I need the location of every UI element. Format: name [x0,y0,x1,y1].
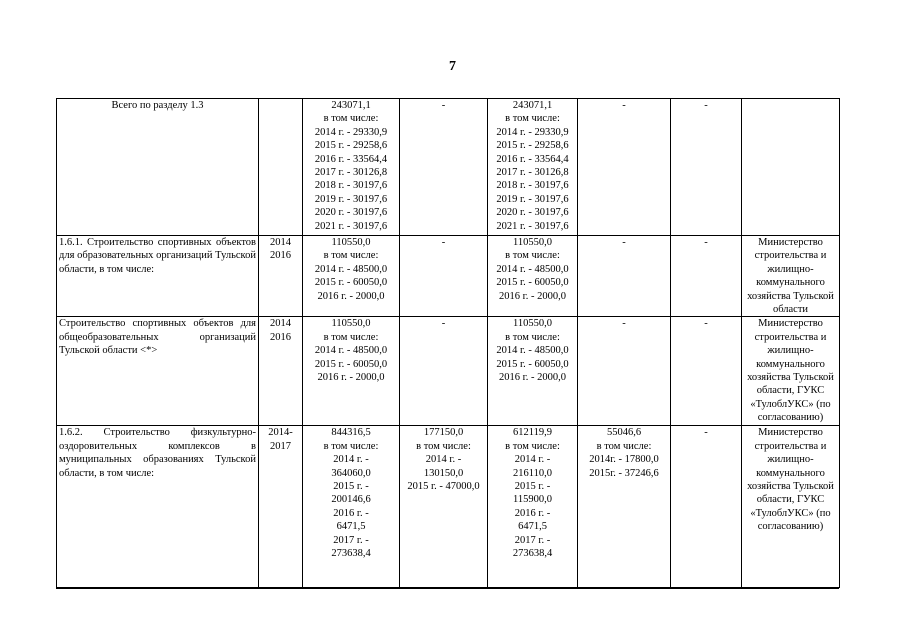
cell-line: 612119,9 [513,427,552,439]
cell-line: 2014 г. - [425,454,462,466]
cell-line: 110550,0 [331,318,371,330]
row-col-federal [400,236,488,317]
cell-line: 2014 г. - 48500,0 [496,263,569,275]
cell-line: - [441,318,446,330]
row-col-extra [671,317,742,426]
cell-line: 2015 г. - 60050,0 [496,358,569,370]
cell-line: в том числе: [505,250,560,262]
table-row [57,317,840,426]
cell-line: 6471,5 [336,521,366,533]
cell-line: 2015 г. - 47000,0 [407,481,480,493]
cell-line: 2020 г. - 30197,6 [314,207,388,219]
cell-line: Министерство строительства и жилищно-коммунального хозяйства Тульской области, ГУКС «ТулоблУКС» (по согласованию) [747,427,834,533]
cell-line: - [704,427,708,439]
cell-line: в том числе: [323,113,379,125]
cell-line: 2020 г. - 30197,6 [496,207,569,219]
cell-line: 2014 г. - 29330,9 [314,126,388,138]
cell-line: 2016 г. - [333,507,369,519]
row-col-extra [671,236,742,317]
row-years: 2014- 2017 [259,426,303,588]
row-col-local [578,236,671,317]
cell-line: Министерство строительства и жилищно-коммунального хозяйства Тульской области [747,237,834,316]
row-col-regional [488,99,578,236]
cell-line: в том числе: [596,440,652,452]
row-years: 2014 2016 [259,236,303,317]
row-col-federal [400,426,488,588]
row-col-local [578,99,671,236]
cell-line: в том числе: [505,331,560,343]
cell-line: 200146,6 [331,494,371,506]
cell-line: 243071,1 [331,100,371,111]
cell-line: 110550,0 [513,318,552,330]
cell-line: 115900,0 [513,494,552,506]
cell-line: - [704,318,708,330]
cell-line: 2018 г. - 30197,6 [496,180,569,192]
row-col-federal [400,317,488,426]
cell-line: 2016 г. - 2000,0 [317,372,385,384]
row-name: Всего по разделу 1.3 [57,99,259,236]
cell-line: 364060,0 [331,467,371,479]
cell-line: 2014 г. - [514,454,551,466]
cell-line: 2017 г. - [333,534,369,546]
cell-line: 273638,4 [331,548,371,560]
cell-line: 2017 г. - 30126,8 [496,167,569,179]
row-name: Строительство спортивных объектов для общеобразовательных организаций Тульской области <*> [57,317,259,426]
cell-line: в том числе: [323,250,379,262]
cell-line: 2014 г. - 29330,9 [496,126,569,138]
cell-line: 2018 г. - 30197,6 [314,180,388,192]
cell-line: 2016 г. - 33564,4 [496,153,569,165]
cell-line: в том числе: [505,113,560,125]
table-row [57,99,840,236]
row-name: 1.6.1. Строительство спортивных объектов для образовательных организаций Тульской области, в том числе: [57,236,259,317]
cell-line: 243071,1 [512,100,553,111]
cell-line: 2015 г. - [333,481,369,493]
cell-line: 2019 г. - 30197,6 [314,193,388,205]
cell-line: - [441,237,446,248]
cell-line: - [704,237,708,248]
cell-line: - [622,237,626,248]
cell-line: 2015 г. - 60050,0 [496,277,569,289]
row-col-extra [671,426,742,588]
cell-line: - [622,318,626,330]
row-col-regional [488,317,578,426]
row-col-federal [400,99,488,236]
table-bottom-rule [56,588,839,589]
cell-line: 55046,6 [606,427,642,439]
cell-line: 2017 г. - [514,534,551,546]
cell-line: в том числе: [323,331,379,343]
cell-line: в том числе: [323,440,379,452]
cell-line: 844316,5 [331,427,371,439]
row-col-regional [488,236,578,317]
cell-line: - [441,100,446,111]
row-executor [742,99,840,236]
cell-line: 2016 г. - [514,507,551,519]
row-total [303,426,400,588]
cell-line: 273638,4 [512,548,553,560]
cell-line: в том числе: [416,440,471,452]
cell-line: в том числе: [505,440,560,452]
cell-line: 2016 г. - 33564,4 [314,153,388,165]
row-executor [742,317,840,426]
cell-line: 130150,0 [423,467,464,479]
cell-line: 2016 г. - 2000,0 [499,372,566,384]
row-name: 1.6.2. Строительство физкультурно-оздоровительных комплексов в муниципальных образованиях Тульской области, в том числе: [57,426,259,588]
cell-line: 2015 г. - 29258,6 [314,140,388,152]
cell-line: 2014 г. - 48500,0 [314,345,388,357]
row-total [303,317,400,426]
cell-line: 2015 г. - 60050,0 [314,358,388,370]
row-executor [742,236,840,317]
cell-line: 2016 г. - 2000,0 [499,290,566,302]
cell-line: 2016 г. - 2000,0 [317,290,385,302]
row-total [303,236,400,317]
cell-line: 2021 г. - 30197,6 [314,220,388,232]
cell-line: 2015 г. - 29258,6 [496,140,569,152]
cell-line: 2017 г. - 30126,8 [314,167,388,179]
cell-line: 177150,0 [423,427,464,439]
cell-line: 2015г. - 37246,6 [589,467,659,479]
cell-line: - [704,100,708,111]
page-number: 7 [449,59,456,74]
row-total [303,99,400,236]
cell-line: 2021 г. - 30197,6 [496,220,569,232]
row-col-regional [488,426,578,588]
cell-line: 2014г. - 17800,0 [589,454,659,466]
row-col-extra [671,99,742,236]
cell-line: 216110,0 [513,467,552,479]
row-executor [742,426,840,588]
cell-line: 110550,0 [513,237,552,248]
table-row [57,426,840,588]
cell-line: 2014 г. - [333,454,369,466]
row-years [259,99,303,236]
cell-line: 2015 г. - 60050,0 [314,277,388,289]
cell-line: Министерство строительства и жилищно-коммунального хозяйства Тульской области, ГУКС «ТулоблУКС» (по согласованию) [747,318,834,424]
row-years: 2014 2016 [259,317,303,426]
cell-line: 2014 г. - 48500,0 [314,263,388,275]
cell-line: 110550,0 [331,237,371,248]
cell-line: - [622,100,626,111]
cell-line: 6471,5 [518,521,547,533]
cell-line: 2015 г. - [514,481,551,493]
cell-line: 2019 г. - 30197,6 [496,193,569,205]
row-col-local [578,317,671,426]
budget-table [56,98,840,588]
table-row [57,236,840,317]
row-col-local [578,426,671,588]
cell-line: 2014 г. - 48500,0 [496,345,569,357]
